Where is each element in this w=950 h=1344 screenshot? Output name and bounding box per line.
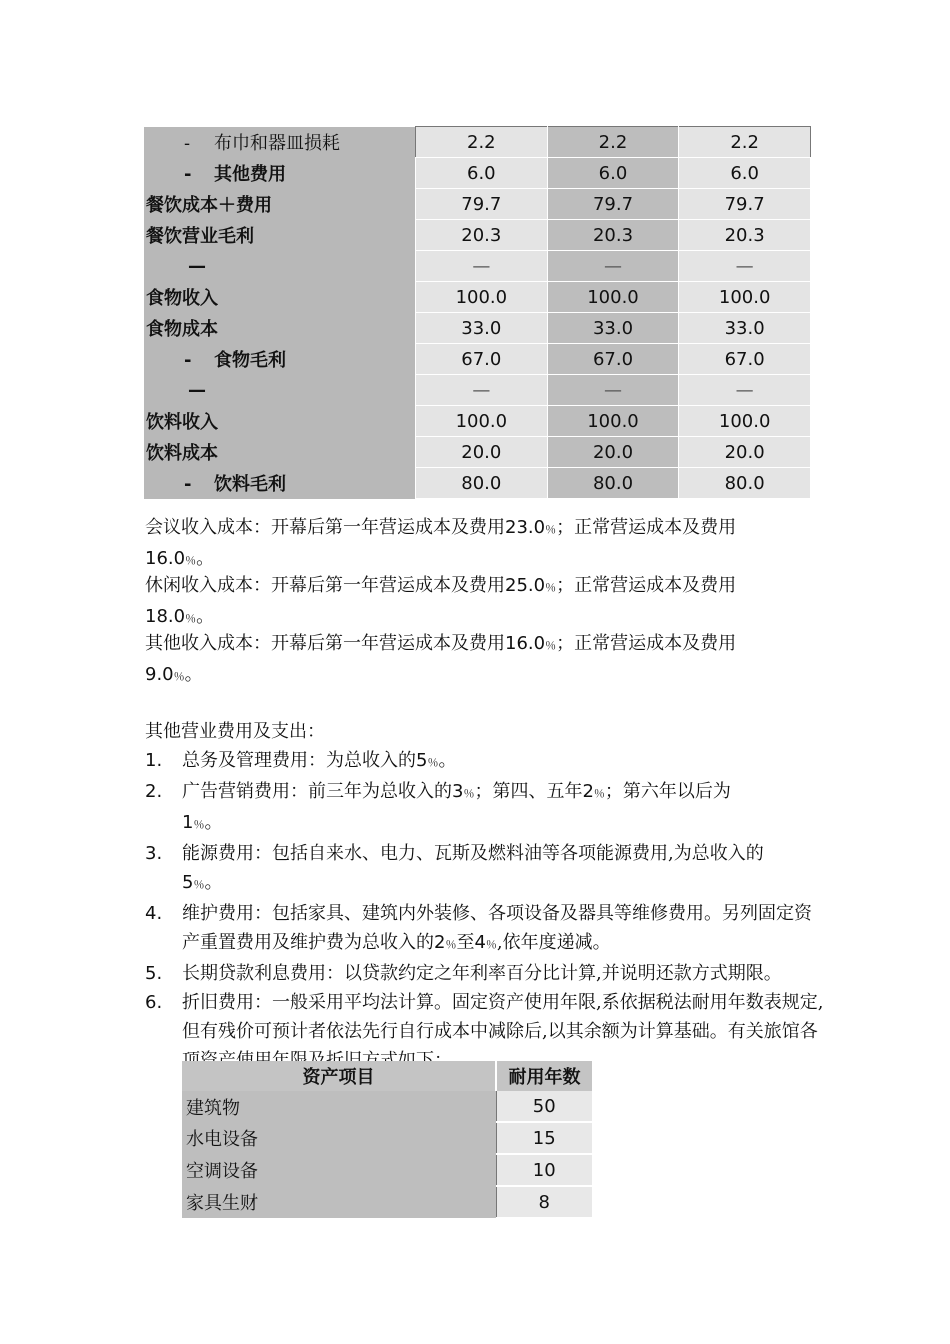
- table-row: [182, 1186, 592, 1218]
- percent-sign: ％: [593, 787, 605, 800]
- list-text: 。: [438, 750, 457, 771]
- percent-sign: ％: [193, 878, 205, 891]
- table-row: [144, 251, 811, 282]
- list-text: 。: [204, 872, 223, 893]
- table-row: [144, 282, 811, 313]
- paragraph-text: ；正常营运成本及费用: [556, 517, 737, 538]
- value-cell: 2.2: [547, 127, 679, 158]
- value-cell: —: [547, 375, 679, 406]
- first-year-rate: 23.0: [505, 517, 546, 538]
- percent-sign: ％: [193, 818, 205, 831]
- percent-sign: ％: [427, 756, 439, 769]
- value-cell: 20.3: [679, 220, 811, 251]
- value-cell: 6.0: [679, 158, 811, 189]
- table-row: [182, 1154, 592, 1186]
- row-prefix: -: [184, 133, 191, 154]
- leisure-cost-paragraph: [145, 571, 805, 633]
- list-number: 2: [434, 932, 446, 953]
- row-label: [144, 375, 416, 406]
- paragraph-text: ；正常营运成本及费用: [556, 575, 737, 596]
- table-row: [144, 406, 811, 437]
- value-cell: 80.0: [679, 468, 811, 499]
- percent-sign: ％: [463, 787, 475, 800]
- header-useful-years: 耐用年数: [496, 1061, 592, 1091]
- value-cell: 2.2: [416, 127, 548, 158]
- percent-sign: ％: [485, 938, 497, 951]
- list-text: 至: [456, 932, 475, 953]
- other-expenses-heading: 其他营业费用及支出：: [145, 721, 325, 742]
- paragraph-text: 其他收入成本：开幕后第一年营运成本及费用: [145, 633, 505, 654]
- list-number: 5: [416, 750, 428, 771]
- table-row: [144, 158, 811, 189]
- cost-breakdown-table: [144, 126, 811, 499]
- row-label-text: 餐饮成本＋费用: [146, 195, 272, 216]
- row-label-text: 餐饮营业毛利: [146, 226, 254, 247]
- value-cell: 2.2: [679, 127, 811, 158]
- table-row: [144, 344, 811, 375]
- row-label: [144, 251, 416, 282]
- table-row: [144, 189, 811, 220]
- table-row: [144, 375, 811, 406]
- row-label: [144, 220, 416, 251]
- list-index: 1.: [145, 750, 163, 771]
- asset-life-table: [182, 1061, 592, 1219]
- paragraph-end: 。: [196, 548, 215, 569]
- list-item: [145, 746, 825, 777]
- list-text: 广告营销费用：前三年为总收入的: [182, 781, 452, 802]
- normal-rate: 18.0: [145, 606, 186, 627]
- row-label-text: 饮料成本: [146, 443, 218, 464]
- row-label-text: 饮料收入: [146, 412, 218, 433]
- row-label: [144, 437, 416, 468]
- list-index: 6.: [145, 992, 163, 1013]
- list-text: 长期贷款利息费用：以贷款约定之年利率百分比计算,并说明还款方式期限。: [182, 963, 782, 984]
- value-cell: 79.7: [547, 189, 679, 220]
- list-index: 2.: [145, 781, 163, 802]
- value-cell: 100.0: [416, 406, 548, 437]
- table-row: [144, 313, 811, 344]
- value-cell: 100.0: [547, 406, 679, 437]
- row-label-text: 食物收入: [146, 288, 218, 309]
- value-cell: 20.0: [679, 437, 811, 468]
- list-text: 。: [204, 812, 223, 833]
- row-label: [144, 313, 416, 344]
- asset-item-cell: 空调设备: [182, 1154, 496, 1186]
- value-cell: 80.0: [547, 468, 679, 499]
- paragraph-text: ；正常营运成本及费用: [556, 633, 737, 654]
- list-text: ,依年度递减。: [496, 932, 611, 953]
- list-text: 维护费用：包括家具、建筑内外装修、各项设备及器具等维修费用。另列固定资产重置费用及维护费为总收入的: [182, 903, 812, 953]
- value-cell: —: [679, 375, 811, 406]
- value-cell: —: [416, 251, 548, 282]
- row-prefix: -: [184, 164, 192, 185]
- row-prefix: -: [184, 350, 192, 371]
- cost-breakdown-table-body: [144, 127, 811, 499]
- percent-sign: ％: [545, 639, 557, 652]
- percent-sign: ％: [545, 523, 557, 536]
- percent-sign: ％: [545, 581, 557, 594]
- value-cell: —: [416, 375, 548, 406]
- row-label-text: 其他费用: [214, 164, 286, 185]
- paragraph-end: 。: [184, 664, 203, 685]
- value-cell: 100.0: [679, 282, 811, 313]
- value-cell: 100.0: [547, 282, 679, 313]
- value-cell: 67.0: [679, 344, 811, 375]
- conference-cost-paragraph: [145, 513, 805, 575]
- asset-item-cell: 家具生财: [182, 1186, 496, 1218]
- useful-years-cell: 8: [496, 1186, 592, 1218]
- first-year-rate: 25.0: [505, 575, 546, 596]
- value-cell: 6.0: [547, 158, 679, 189]
- row-label: [144, 189, 416, 220]
- value-cell: 33.0: [416, 313, 548, 344]
- paragraph-text: 会议收入成本：开幕后第一年营运成本及费用: [145, 517, 505, 538]
- row-label-text: —: [188, 379, 206, 401]
- asset-item-cell: 水电设备: [182, 1122, 496, 1154]
- list-item: [145, 899, 825, 959]
- percent-sign: ％: [173, 670, 185, 683]
- row-label-text: 饮料毛利: [214, 474, 286, 495]
- header-asset-item: 资产项目: [182, 1061, 496, 1091]
- useful-years-cell: 15: [496, 1122, 592, 1154]
- list-item: [145, 777, 825, 839]
- row-label: [144, 468, 416, 499]
- table-header-row: [182, 1061, 592, 1091]
- value-cell: 100.0: [416, 282, 548, 313]
- row-label: [144, 344, 416, 375]
- value-cell: 33.0: [547, 313, 679, 344]
- list-item: [145, 839, 825, 899]
- other-income-cost-paragraph: [145, 629, 805, 691]
- percent-sign: ％: [185, 612, 197, 625]
- value-cell: 79.7: [416, 189, 548, 220]
- value-cell: 33.0: [679, 313, 811, 344]
- list-number: 1: [182, 812, 194, 833]
- table-row: [182, 1091, 592, 1122]
- table-row: [182, 1122, 592, 1154]
- table-row: [144, 437, 811, 468]
- value-cell: 20.3: [547, 220, 679, 251]
- value-cell: 80.0: [416, 468, 548, 499]
- list-text: ；第四、五年: [474, 781, 583, 802]
- row-label-text: 食物毛利: [214, 350, 286, 371]
- row-prefix: -: [184, 474, 192, 495]
- list-item: [145, 959, 825, 988]
- row-label: [144, 127, 416, 158]
- list-index: 4.: [145, 903, 163, 924]
- useful-years-cell: 50: [496, 1091, 592, 1122]
- list-number: 2: [582, 781, 594, 802]
- table-row: [144, 220, 811, 251]
- percent-sign: ％: [185, 554, 197, 567]
- value-cell: —: [547, 251, 679, 282]
- value-cell: 6.0: [416, 158, 548, 189]
- row-label: [144, 282, 416, 313]
- value-cell: 79.7: [679, 189, 811, 220]
- normal-rate: 9.0: [145, 664, 174, 685]
- list-index: 3.: [145, 843, 163, 864]
- list-text: 能源费用：包括自来水、电力、瓦斯及燃料油等各项能源费用,为总收入的: [182, 843, 764, 864]
- value-cell: 67.0: [416, 344, 548, 375]
- first-year-rate: 16.0: [505, 633, 546, 654]
- list-text: 总务及管理费用：为总收入的: [182, 750, 416, 771]
- value-cell: 20.0: [416, 437, 548, 468]
- value-cell: 67.0: [547, 344, 679, 375]
- table-row: [144, 468, 811, 499]
- value-cell: 20.3: [416, 220, 548, 251]
- list-text: 折旧费用：一般采用平均法计算。固定资产使用年限,系依据税法耐用年数表规定,但有残价可预计者依法先行自行成本中减除后,以其余额为计算基础。有关旅馆各: [182, 992, 824, 1042]
- list-number: 5: [182, 872, 194, 893]
- row-label-text: —: [188, 255, 206, 277]
- value-cell: 100.0: [679, 406, 811, 437]
- paragraph-text: 休闲收入成本：开幕后第一年营运成本及费用: [145, 575, 505, 596]
- percent-sign: ％: [445, 938, 457, 951]
- other-expenses-list: [145, 746, 825, 1075]
- value-cell: 20.0: [547, 437, 679, 468]
- list-number: 3: [452, 781, 464, 802]
- normal-rate: 16.0: [145, 548, 186, 569]
- asset-item-cell: 建筑物: [182, 1091, 496, 1122]
- list-text: ；第六年以后为: [604, 781, 731, 802]
- row-label: [144, 406, 416, 437]
- row-label: [144, 158, 416, 189]
- useful-years-cell: 10: [496, 1154, 592, 1186]
- table-row: [144, 127, 811, 158]
- row-label-text: 布巾和器皿损耗: [214, 133, 340, 154]
- row-label-text: 食物成本: [146, 319, 218, 340]
- value-cell: —: [679, 251, 811, 282]
- list-number: 4: [474, 932, 486, 953]
- list-index: 5.: [145, 963, 163, 984]
- paragraph-end: 。: [196, 606, 215, 627]
- asset-life-table-body: [182, 1091, 592, 1218]
